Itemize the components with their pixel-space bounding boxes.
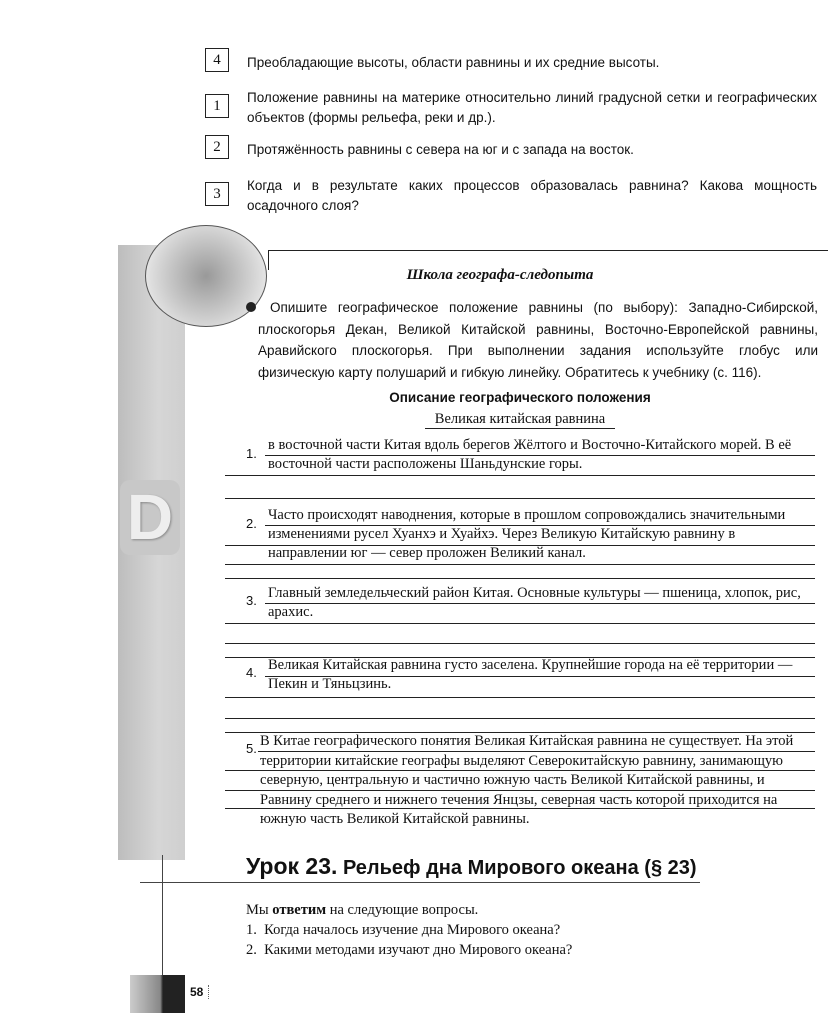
lesson-intro [246,900,478,920]
page-tab-decoration [130,975,185,1013]
answer-line [225,697,815,698]
lesson-title: Рельеф дна Мирового океана (§ 23) [342,857,697,879]
lesson-question: 1. Когда началось изучение дна Мирового океана? [246,922,561,938]
answer-number: 5. [246,741,257,756]
lesson-question: 2. Какими методами изучают дно Мирового океана? [246,942,573,958]
question-text: Положение равнины на материке относительно линий градусной сетки и географических объектов (формы рельефа, реки и др.). [247,90,817,125]
description-heading: Описание географического положения [389,390,651,405]
answer-line [225,498,815,499]
lesson-underline [140,882,700,883]
plain-name: Великая китайская равнина [425,411,615,429]
task-text: Опишите географическое положение равнины (по выбору): Западно-Сибирской, плоскогорья Декан, Великой Китайской равнины, Восточно-Европейской равнины, Аравийского плоскогорья. При выполнении задания используйте глобус или физическую карту полушарий и гибкую линейку. Обратитесь к учебнику (с. 116). [258,300,818,380]
answer-text: Великая Китайская равнина густо заселена. Крупнейшие города на её территории — Пекин и Тяньцзинь. [268,657,793,692]
answer-text: В Китае географического понятия Великая Китайская равнина не существует. На этой территории китайские географы выделяют Северокитайскую равнину, занимающую северную, центральную и частично южную часть Великой Китайской равнины, и Равнину среднего и нижнего течения Янцзы, северная часть которой приходится на южную часть Великой Китайской равнины. [260,733,794,827]
answer-line [225,578,815,579]
intro-bold: ответим [272,902,327,918]
section-title: Школа географа-следопыта [406,267,594,283]
answer-number: 2. [246,516,257,531]
answer-number: 3. [246,593,257,608]
decorative-side-strip [118,245,185,860]
question-text: Преобладающие высоты, области равнины и их средние высоты. [247,55,660,70]
question-number-box: 4 [205,48,229,72]
answer-line [225,623,815,624]
answer-line [225,643,815,644]
bullet-icon [246,302,256,312]
question-text: Протяжённость равнины с севера на юг и с запада на восток. [247,142,634,157]
section-frame-left [268,250,269,270]
section-frame-top [268,250,828,251]
question-text: Когда и в результате каких процессов образовалась равнина? Какова мощность осадочного слоя? [247,178,817,213]
side-letter: D [120,480,180,555]
page-number: 58 [190,985,209,999]
answer-line [225,564,815,565]
answer-number: 4. [246,665,257,680]
intro-post: на следующие вопросы. [329,902,479,918]
answer-text: Часто происходят наводнения, которые в прошлом сопровождались значительными изменениями русел Хуанхэ и Хуайхэ. Через Великую Китайскую равнину в направлении юг — север проложен Великий канал. [268,507,786,561]
answer-line [225,475,815,476]
question-number-box: 3 [205,182,229,206]
lesson-label: Урок 23. [246,853,338,879]
answer-number: 1. [246,446,257,461]
answer-text: в восточной части Китая вдоль берегов Жёлтого и Восточно-Китайского морей. В её восточной части расположены Шаньдунские горы. [268,437,792,472]
question-number-box: 2 [205,135,229,159]
answer-text: Главный земледельческий район Китая. Основные культуры — пшеница, хлопок, рис, арахис. [268,585,801,620]
question-number-box: 1 [205,94,229,118]
intro-pre: Мы [246,902,269,918]
lesson-heading [246,853,697,880]
answer-line [225,718,815,719]
